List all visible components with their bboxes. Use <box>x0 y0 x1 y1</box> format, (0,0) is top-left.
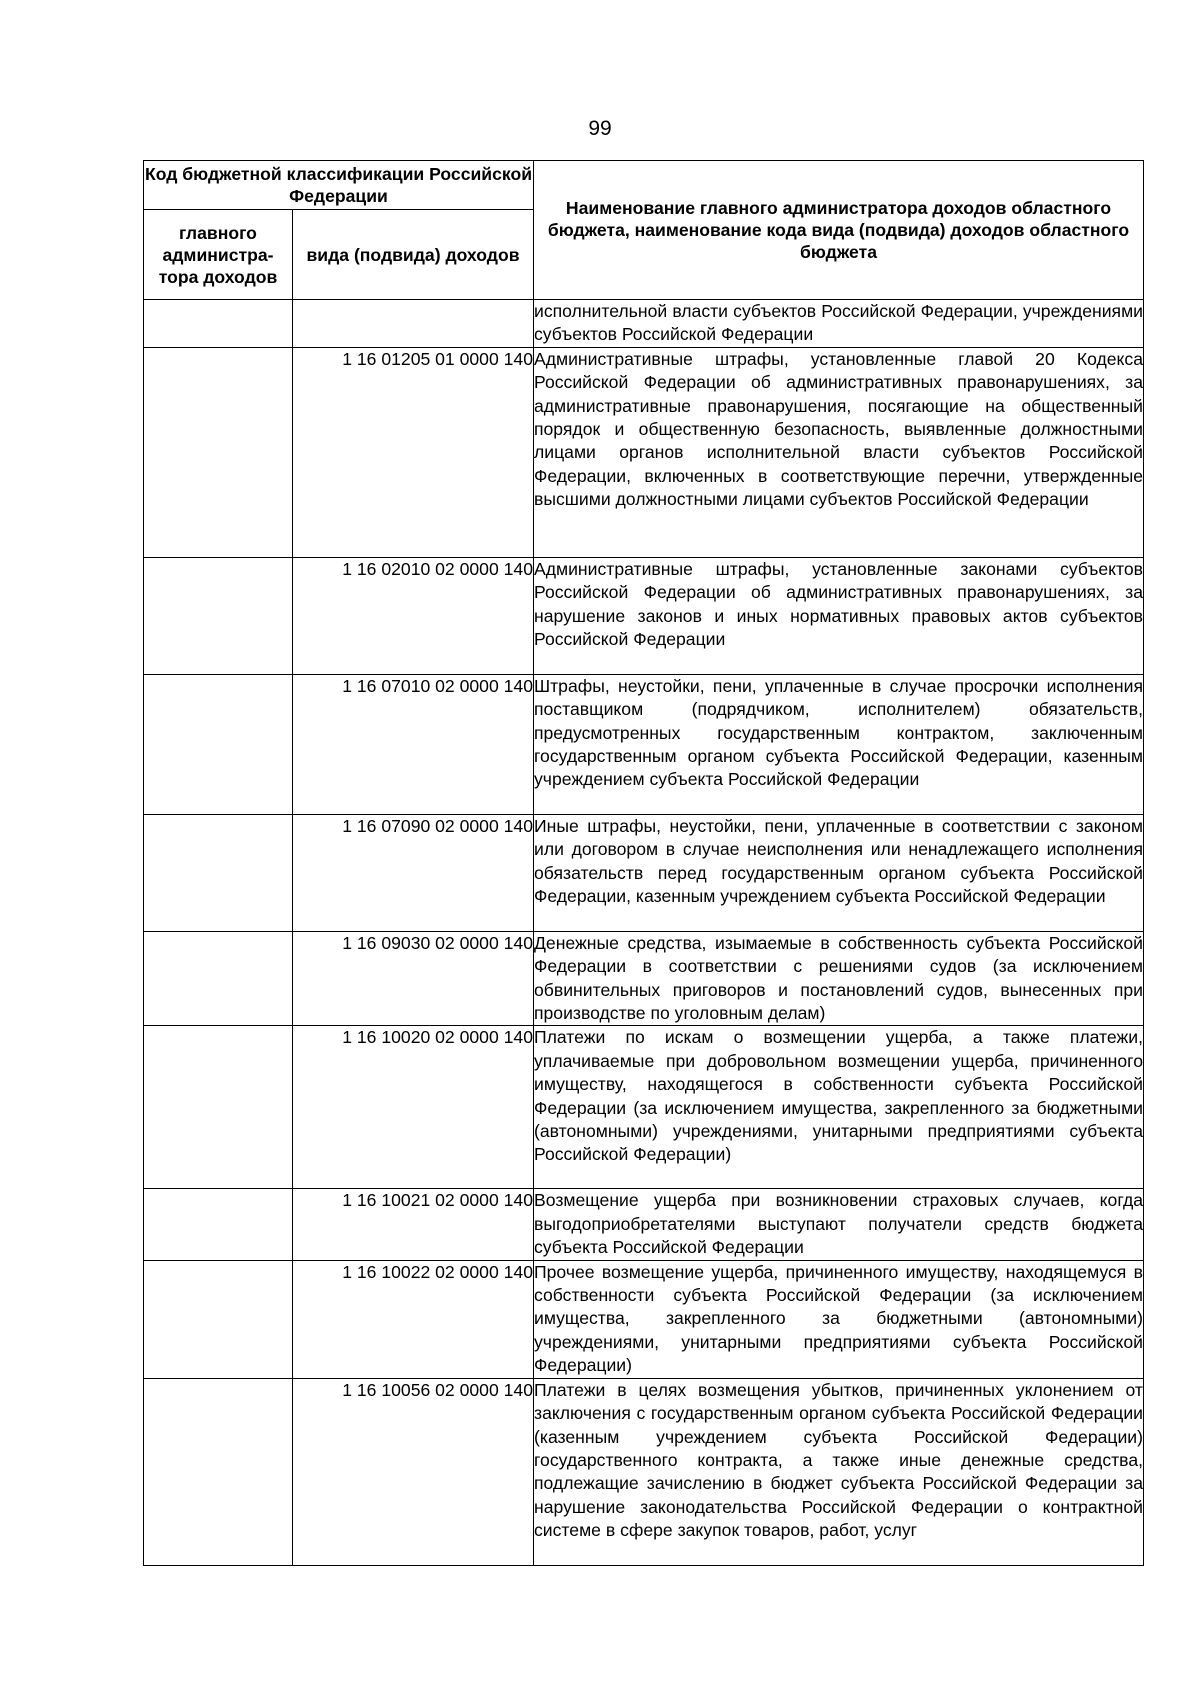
admin-code-cell <box>144 1189 293 1260</box>
header-name-column: Наименование главного администратора доходов областного бюджета, наименование кода вида (подвида) доходов областного бюджета <box>534 161 1144 300</box>
income-name-cell: Штрафы, неустойки, пени, уплаченные в случае просрочки исполнения поставщиком (подрядчиком, исполнителем) обязательств, предусмотренных государственным контрактом, заключенным государственным органом субъекта Российской Федерации, казенным учреждением субъекта Российской Федерации <box>534 674 1144 814</box>
page-number: 99 <box>588 117 612 140</box>
income-name-cell: Возмещение ущерба при возникновении страховых случаев, когда выгодоприобретателями выступают получатели средств бюджета субъекта Российской Федерации <box>534 1189 1144 1260</box>
table-row <box>144 1378 1144 1565</box>
admin-code-cell <box>144 1026 293 1189</box>
income-name-cell: Денежные средства, изымаемые в собственность субъекта Российской Федерации в соответствии с решениями судов (за исключением обвинительных приговоров и постановлений судов, вынесенных при производстве по уголовным делам) <box>534 931 1144 1026</box>
income-code-cell: 1 16 01205 01 0000 140 <box>293 347 534 557</box>
income-name-cell: Платежи по искам о возмещении ущерба, а также платежи, уплачиваемые при добровольном возмещении ущерба, причиненного имуществу, находящегося в собственности субъекта Российской Федерации (за исключением имущества, закрепленного за бюджетными (автономными) учреждениями, унитарными предприятиями субъекта Российской Федерации) <box>534 1026 1144 1189</box>
table-row <box>144 1026 1144 1189</box>
table-row <box>144 814 1144 931</box>
header-code-group: Код бюджетной классификации Российской Федерации <box>144 161 534 210</box>
income-code-cell: 1 16 02010 02 0000 140 <box>293 557 534 674</box>
income-name-cell: исполнительной власти субъектов Российской Федерации, учреждениями субъектов Российской Федерации <box>534 300 1144 348</box>
income-code-cell: 1 16 10056 02 0000 140 <box>293 1378 534 1565</box>
admin-code-cell <box>144 347 293 557</box>
income-name-cell: Иные штрафы, неустойки, пени, уплаченные в соответствии с законом или договором в случае неисполнения или ненадлежащего исполнения обязательств перед государственным органом субъекта Российской Федерации, казенным учреждением субъекта Российской Федерации <box>534 814 1144 931</box>
income-name-cell: Прочее возмещение ущерба, причиненного имуществу, находящемуся в собственности субъекта Российской Федерации (за исключением имущества, закрепленного за бюджетными (автономными) учреждениями, унитарными предприятиями субъекта Российской Федерации) <box>534 1260 1144 1378</box>
admin-code-cell <box>144 1260 293 1378</box>
table-row <box>144 931 1144 1026</box>
income-code-cell <box>293 300 534 348</box>
admin-code-cell <box>144 557 293 674</box>
budget-classification-table <box>143 160 1144 1566</box>
income-name-cell: Платежи в целях возмещения убытков, причиненных уклонением от заключения с государственным органом субъекта Российской Федерации (казенным учреждением субъекта Российской Федерации) государственного контракта, а также иные денежные средства, подлежащие зачислению в бюджет субъекта Российской Федерации за нарушение законодательства Российской Федерации о контрактной системе в сфере закупок товаров, работ, услуг <box>534 1378 1144 1565</box>
admin-code-cell <box>144 931 293 1026</box>
table-row <box>144 347 1144 557</box>
admin-code-cell <box>144 674 293 814</box>
income-code-cell: 1 16 07010 02 0000 140 <box>293 674 534 814</box>
income-name-cell: Административные штрафы, установленные законами субъектов Российской Федерации об административных правонарушениях, за нарушение законов и иных нормативных правовых актов субъектов Российской Федерации <box>534 557 1144 674</box>
admin-code-cell <box>144 814 293 931</box>
table-header <box>144 161 1144 300</box>
table-row <box>144 1189 1144 1260</box>
table-row <box>144 674 1144 814</box>
admin-code-cell <box>144 300 293 348</box>
income-code-cell: 1 16 07090 02 0000 140 <box>293 814 534 931</box>
income-code-cell: 1 16 10020 02 0000 140 <box>293 1026 534 1189</box>
income-code-cell: 1 16 09030 02 0000 140 <box>293 931 534 1026</box>
header-admin-column: главного администра-тора доходов <box>144 210 293 300</box>
header-kind-column: вида (подвида) доходов <box>293 210 534 300</box>
income-name-cell: Административные штрафы, установленные главой 20 Кодекса Российской Федерации об административных правонарушениях, за административные правонарушения, посягающие на общественный порядок и общественную безопасность, выявленные должностными лицами органов исполнительной власти субъектов Российской Федерации, включенных в соответствующие перечни, утвержденные высшими должностными лицами субъектов Российской Федерации <box>534 347 1144 557</box>
table-row <box>144 557 1144 674</box>
table-row <box>144 1260 1144 1378</box>
income-code-cell: 1 16 10022 02 0000 140 <box>293 1260 534 1378</box>
income-code-cell: 1 16 10021 02 0000 140 <box>293 1189 534 1260</box>
table-row <box>144 300 1144 348</box>
admin-code-cell <box>144 1378 293 1565</box>
